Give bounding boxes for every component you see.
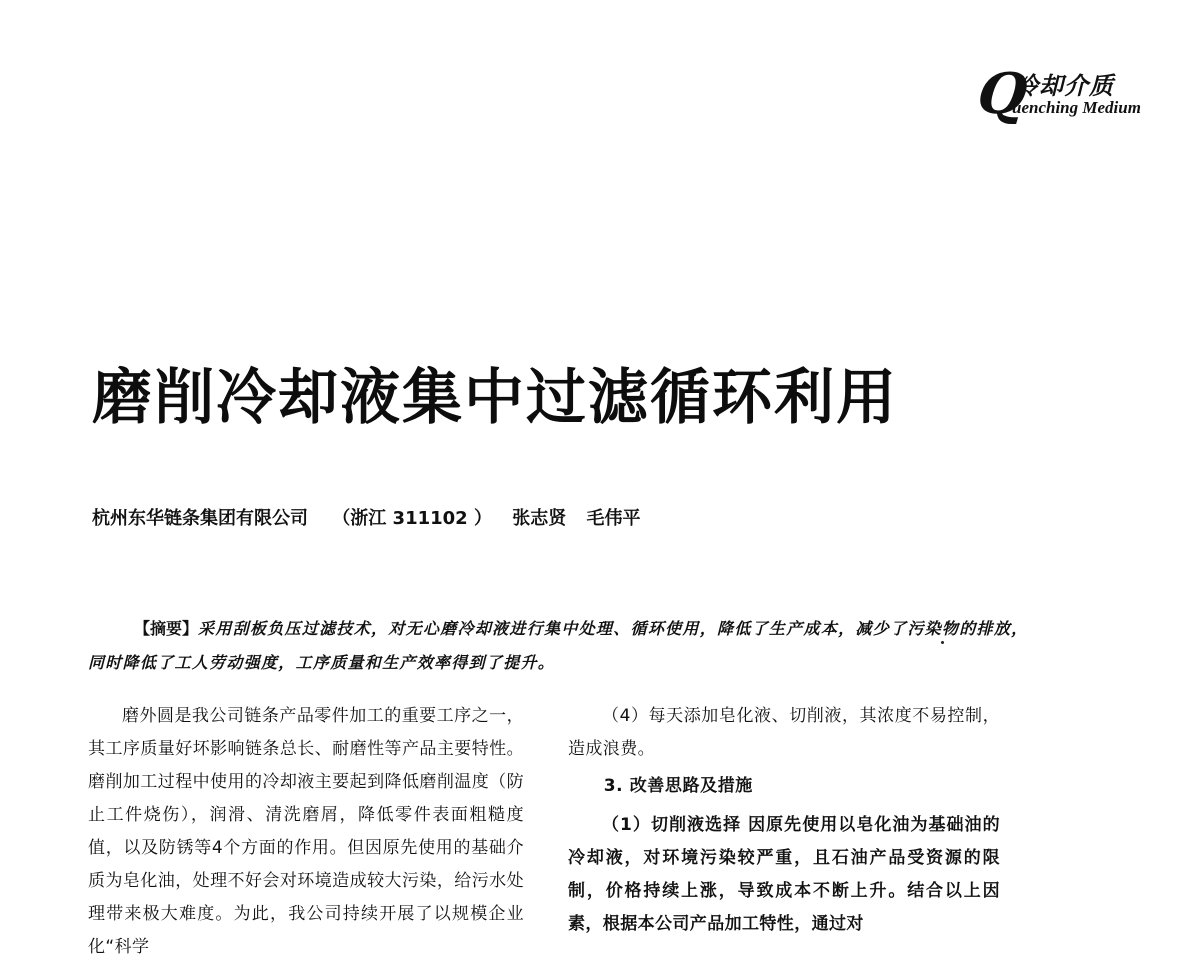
abstract	[88, 612, 1034, 680]
author-line	[92, 504, 655, 534]
stray-mark	[941, 641, 944, 644]
author-affiliation: 杭州东华链条集团有限公司	[92, 508, 308, 529]
body-paragraph: （4）每天添加皂化液、切削液，其浓度不易控制，造成浪费。	[568, 706, 1000, 759]
logo-chinese-label: 冷却介质	[1014, 71, 1114, 100]
body-paragraph: 磨外圆是我公司链条产品零件加工的重要工序之一，其工序质量好坏影响链条总长、耐磨性等产品主要特性。磨削加工过程中使用的冷却液主要起到降低磨削温度（防止工件烧伤），润滑、清洗磨屑，降低零件表面粗糙度值，以及防锈等4个方面的作用。但因原先使用的基础介质为皂化油，处理不好会对环境造成较大污染，给污水处理带来极大难度。为此，我公司持续开展了以规模企业化“科学	[88, 706, 524, 957]
section-logo	[974, 61, 1148, 134]
abstract-text: 采用刮板负压过滤技术，对无心磨冷却液进行集中处理、循环使用，降低了生产成本，减少了污染物的排放，同时降低了工人劳动强度，工序质量和生产效率得到了提升。	[88, 619, 1029, 672]
body-column-left	[88, 700, 524, 964]
abstract-label: 【摘要】	[134, 619, 199, 638]
logo-english-label: uenching Medium	[1012, 98, 1141, 117]
article-title: 磨削冷却液集中过滤循环利用	[92, 363, 898, 433]
author-name: 张志贤	[512, 508, 567, 529]
body-column-right	[568, 700, 1000, 941]
author-location: （浙江 311102 ）	[332, 508, 492, 529]
section-heading: 3. 改善思路及措施	[603, 776, 753, 796]
logo-letter: Q	[974, 61, 1031, 127]
author-name: 毛伟平	[586, 508, 641, 529]
body-paragraph: （1）切削液选择 因原先使用以皂化油为基础油的冷却液，对环境污染较严重，且石油产品受资源的限制，价格持续上涨，导致成本不断上升。结合以上因素，根据本公司产品加工特性，通过对	[568, 815, 1000, 934]
